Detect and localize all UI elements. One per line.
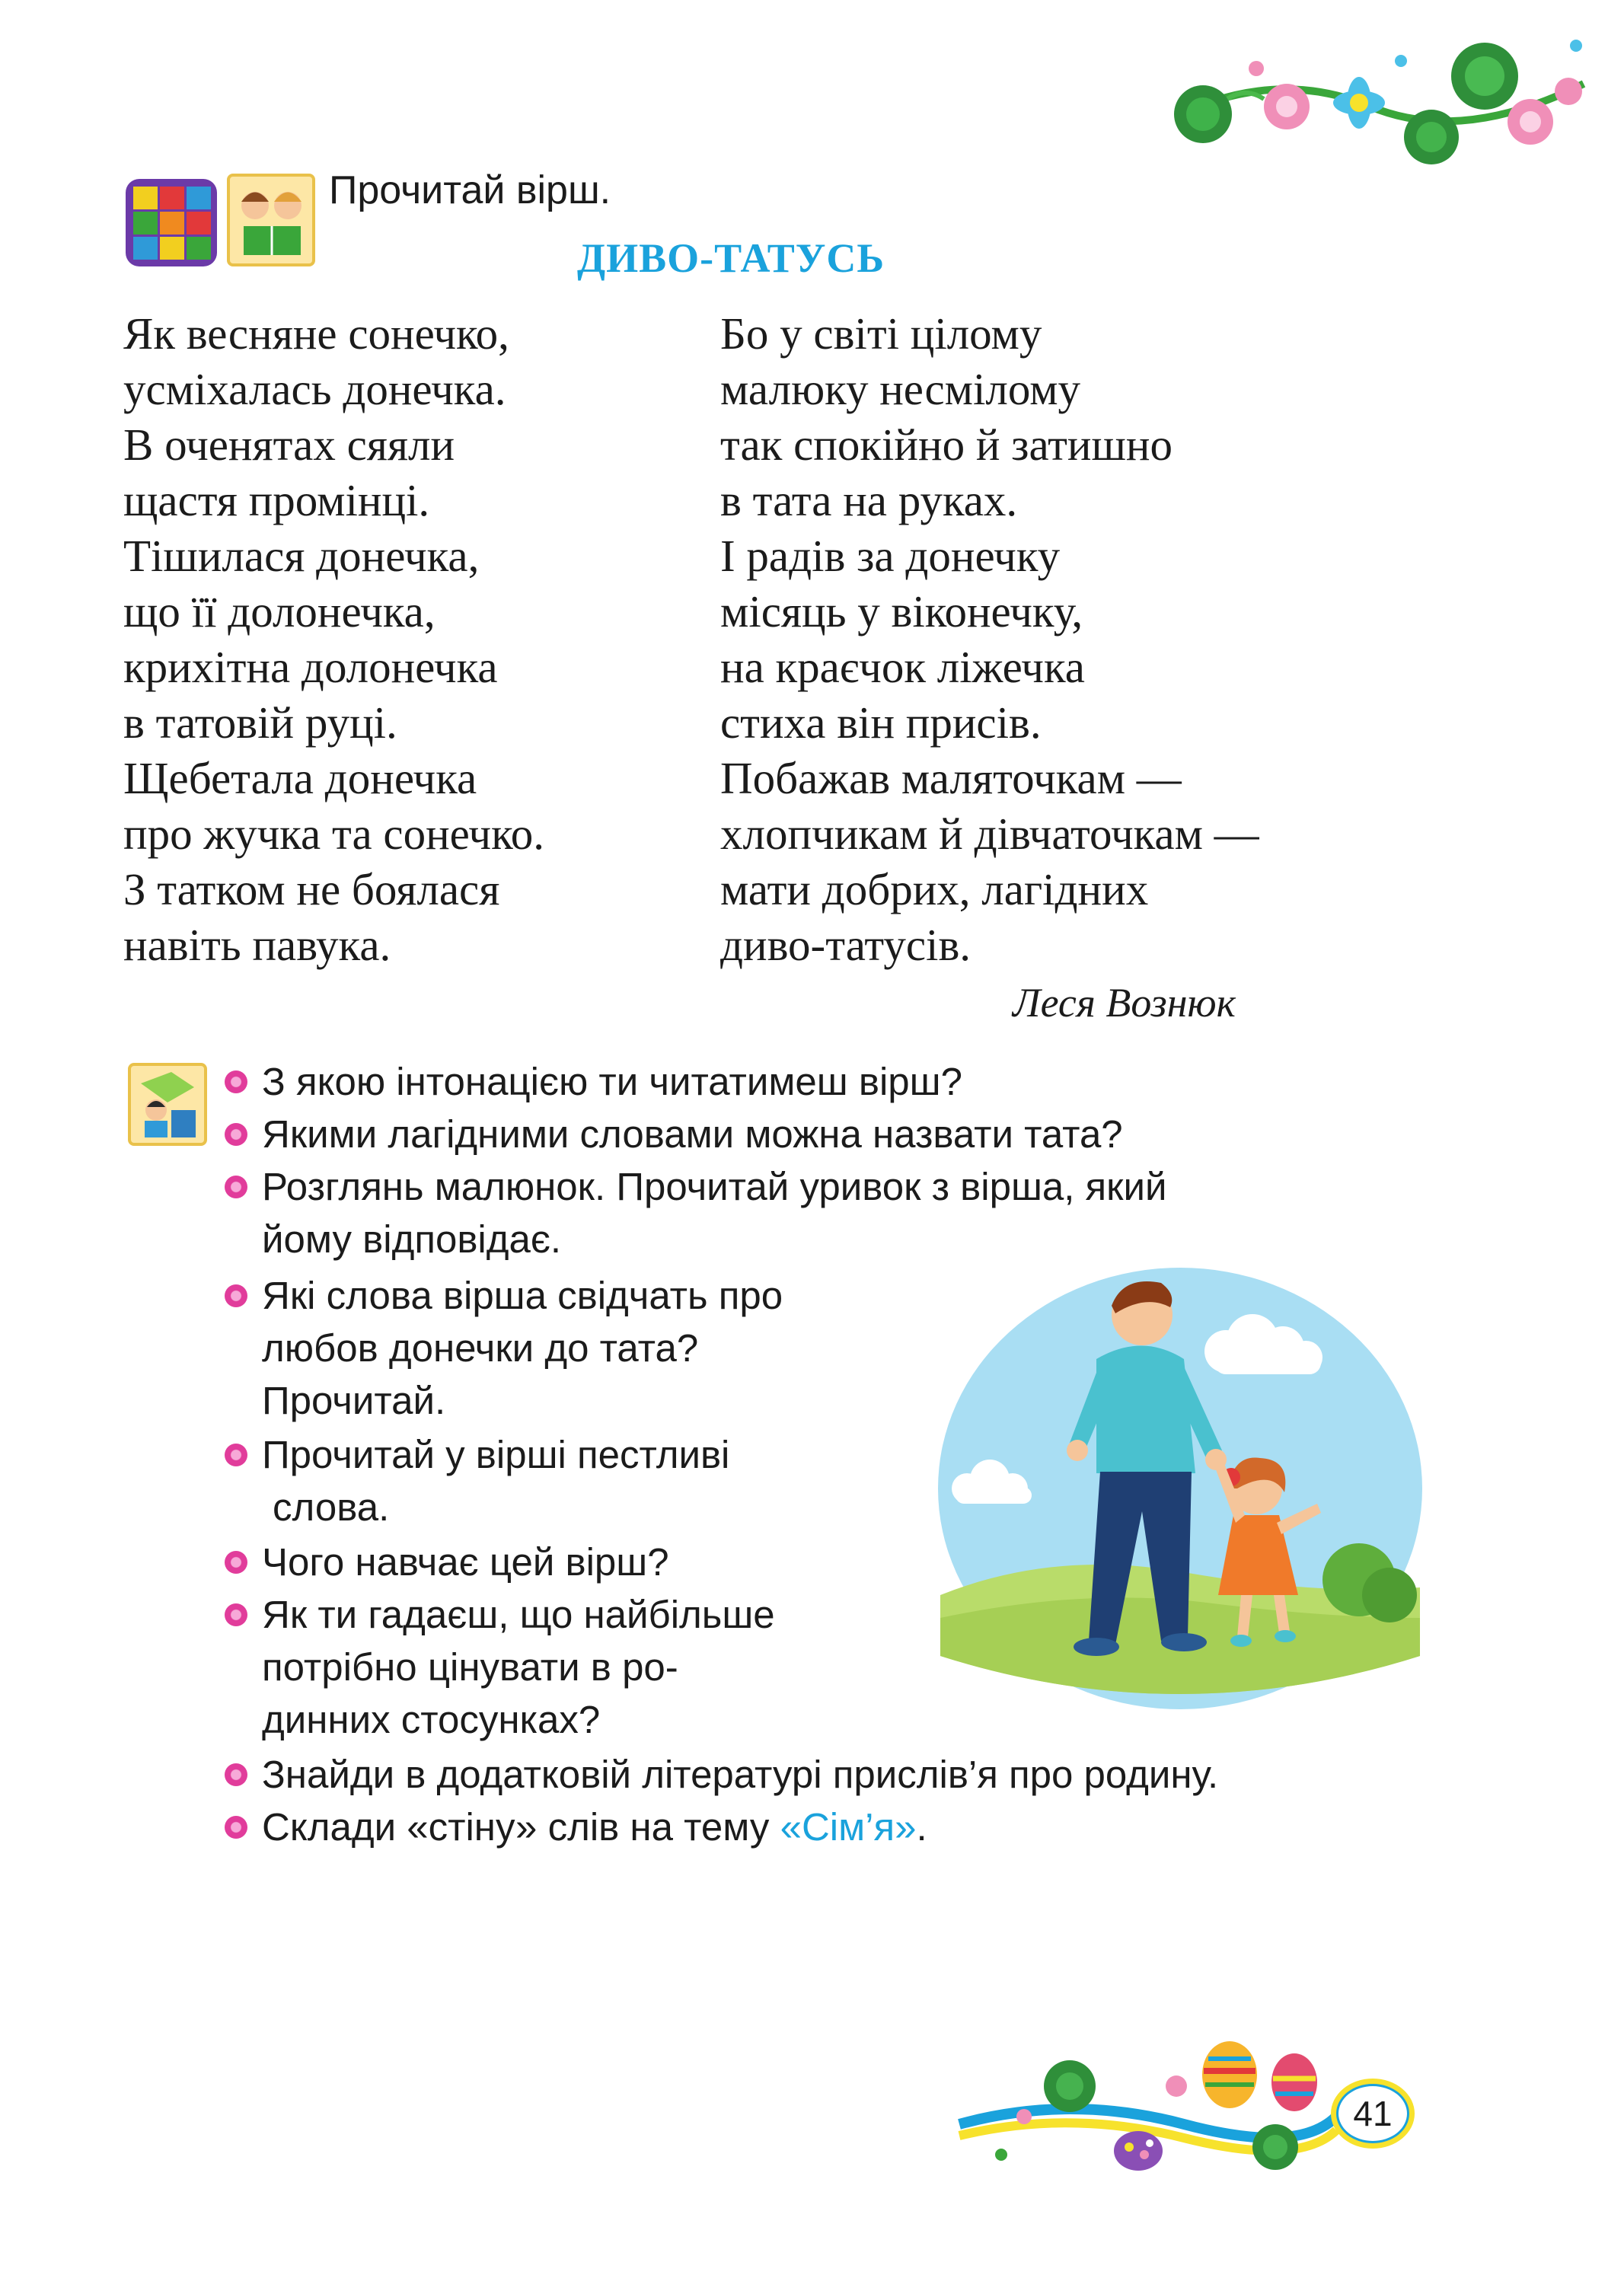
poem-line: так спокійно й затишно — [720, 420, 1173, 470]
question-item — [262, 1588, 775, 1746]
question-text: йому відповідає. — [262, 1217, 562, 1261]
topic-highlight: «Сім’я» — [780, 1805, 917, 1849]
question-item — [262, 1160, 1166, 1265]
poem-line: мати добрих, лагідних — [720, 864, 1149, 914]
question-text: Як ти гадаєш, що найбільше — [262, 1593, 775, 1636]
page-number: 41 — [1331, 2079, 1415, 2149]
question-text-suffix: . — [916, 1805, 927, 1849]
question-text: З якою інтонацією ти читатимеш вірш? — [262, 1060, 962, 1103]
poem-line: усміхалась донечка. — [123, 364, 506, 414]
poem-line: І радів за донечку — [720, 531, 1061, 581]
question-text: потрібно цінувати в ро- — [262, 1645, 678, 1689]
question-item — [262, 1269, 783, 1427]
question-text: динних стосунках? — [262, 1698, 601, 1741]
poem-line: стиха він присів. — [720, 697, 1042, 748]
pink-bullet-icon — [225, 1070, 247, 1093]
question-text: слова. — [273, 1485, 390, 1529]
poem-line: хлопчикам й дівчаточкам — — [720, 809, 1259, 859]
question-text: Прочитай у вірші пестливі — [262, 1433, 730, 1476]
question-text: Розглянь малюнок. Прочитай уривок з вірша, який — [262, 1165, 1167, 1208]
question-item — [262, 1748, 1218, 1801]
poem-line: Бо у світі цілому — [720, 308, 1042, 359]
poem-line: крихітна долонечка — [123, 642, 498, 692]
pink-bullet-icon — [225, 1444, 247, 1466]
pink-bullet-icon — [225, 1551, 247, 1574]
question-text: Знайди в додатковій літературі прислів’я про родину. — [262, 1753, 1219, 1796]
pink-bullet-icon — [225, 1763, 247, 1786]
poem-line: В оченятах сяяли — [123, 420, 455, 470]
question-text-prefix: Склади «стіну» слів на тему — [262, 1805, 780, 1849]
poem-title: ДИВО-ТАТУСЬ — [576, 235, 885, 281]
pink-bullet-icon — [225, 1284, 247, 1307]
poem-author: Леся Вознюк — [1013, 980, 1236, 1026]
question-item — [262, 1055, 962, 1108]
poem-line: Побажав маляточкам — — [720, 753, 1182, 803]
question-text — [262, 1801, 927, 1853]
question-item — [262, 1536, 669, 1588]
poem-line: щастя промінці. — [123, 475, 430, 525]
pink-bullet-icon — [225, 1123, 247, 1146]
poem-line: про жучка та сонечко. — [123, 809, 544, 859]
poem-line: на краєчок ліжечка — [720, 642, 1085, 692]
poem-right-column — [720, 306, 1259, 973]
poem-line: Тішилася донечка, — [123, 531, 480, 581]
question-text: Чого навчає цей вірш? — [262, 1540, 669, 1584]
floral-vine-decoration — [1173, 23, 1599, 175]
poem-line: Як весняне сонечко, — [123, 308, 509, 359]
question-item — [262, 1108, 1123, 1160]
poem-line: навіть павука. — [123, 920, 391, 970]
father-daughter-illustration — [933, 1260, 1428, 1724]
poem-left-column — [123, 306, 544, 973]
questions-book-icon — [126, 1057, 209, 1148]
pink-bullet-icon — [225, 1816, 247, 1839]
poem-line: в татовій руці. — [123, 697, 397, 748]
poem-line: малюку несмілому — [720, 364, 1081, 414]
question-text: Якими лагідними словами можна назвати тата? — [262, 1112, 1123, 1156]
question-text: Які слова вірша свідчать про — [262, 1274, 783, 1317]
instruction-text: Прочитай вірш. — [329, 168, 611, 212]
poem-line: З татком не боялася — [123, 864, 500, 914]
pink-bullet-icon — [225, 1176, 247, 1198]
poem-line: в тата на руках. — [720, 475, 1018, 525]
question-text: любов донечки до тата? — [262, 1326, 699, 1370]
poem-line: що її долонечка, — [123, 586, 436, 637]
poem-line: Щебетала донечка — [123, 753, 477, 803]
question-text: Прочитай. — [262, 1379, 446, 1422]
question-item — [262, 1428, 729, 1533]
poem-line: місяць у віконечку, — [720, 586, 1083, 637]
question-item — [262, 1801, 927, 1853]
pink-bullet-icon — [225, 1603, 247, 1626]
poem-line: диво-татусів. — [720, 920, 972, 970]
